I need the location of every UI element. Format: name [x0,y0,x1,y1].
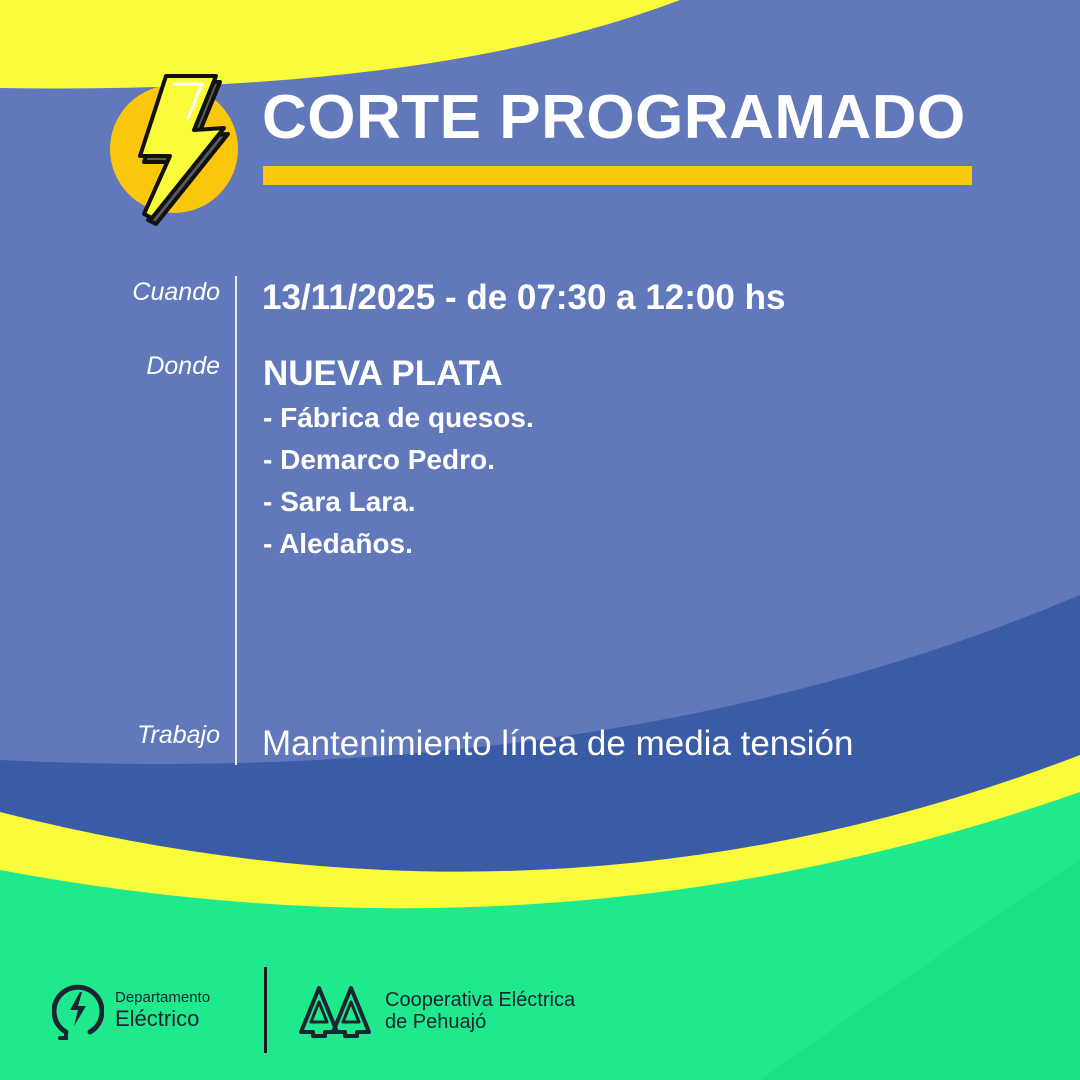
coop-name [385,989,575,1033]
when-value: 13/11/2025 - de 07:30 a 12:00 hs [262,278,786,317]
label-work: Trabajo [137,721,220,749]
dept-label-small: Departamento [115,989,211,1006]
title-underline [263,166,972,185]
dept-label-big: Eléctrico [115,1006,200,1031]
power-plug-icon [52,978,104,1042]
list-item: - Sara Lara. [263,486,416,517]
affected-list [263,400,534,568]
work-value: Mantenimiento línea de media tensión [262,724,854,763]
coop-line-2: de Pehuajó [385,1011,487,1033]
label-when: Cuando [132,278,220,306]
list-item: - Demarco Pedro. [263,444,495,475]
label-where: Donde [146,352,220,380]
list-item: - Aledaños. [263,528,413,559]
footer-divider [264,967,267,1053]
list-item: - Fábrica de quesos. [263,402,534,433]
divider-line [235,276,237,765]
place-name: NUEVA PLATA [263,354,503,393]
coop-line-1: Cooperativa Eléctrica [385,989,576,1011]
lightning-bolt-icon [104,68,239,228]
page-title: CORTE PROGRAMADO [262,83,966,152]
trees-icon [297,982,373,1038]
